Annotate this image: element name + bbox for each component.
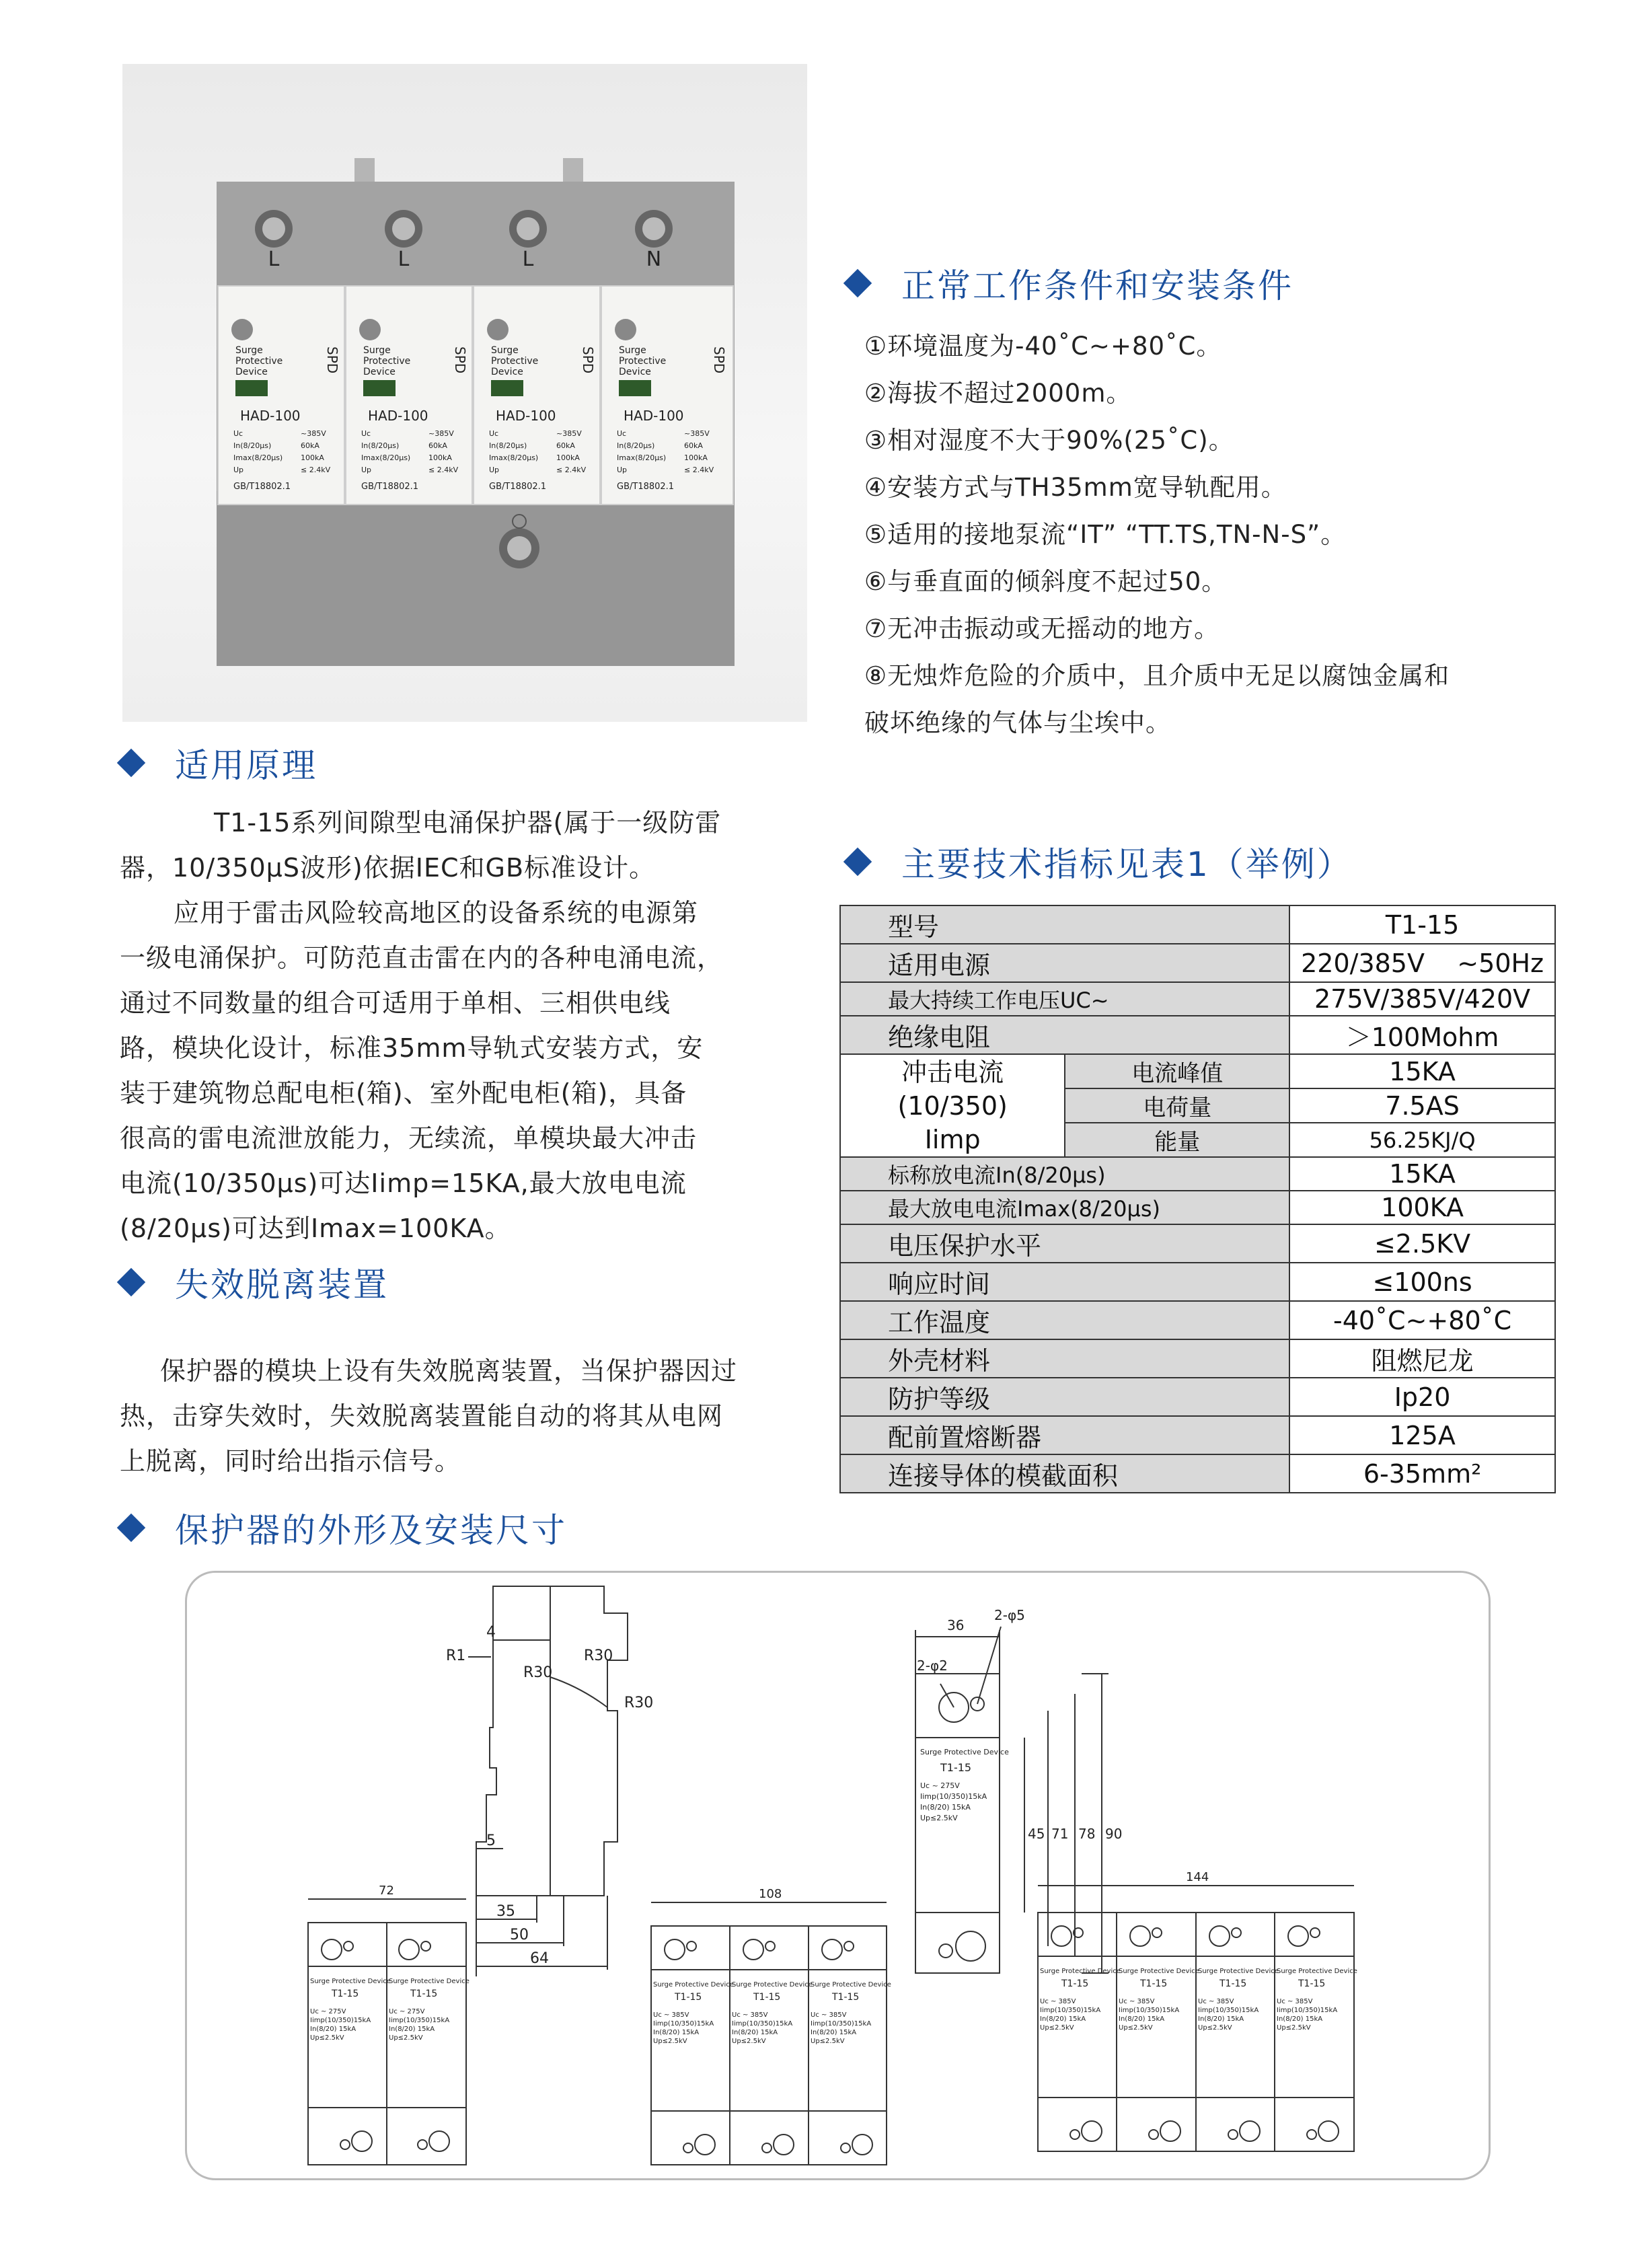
- device-model: T1-15: [332, 1989, 359, 1999]
- conditions-title: 正常工作条件和安装条件: [901, 266, 1293, 305]
- svg-text:In(8/20μs): In(8/20μs): [617, 441, 655, 450]
- svg-text:GB/T18802.1: GB/T18802.1: [233, 482, 291, 492]
- table-row: [840, 1416, 1555, 1454]
- device-spec-line: In(8/20) 15kA: [811, 2029, 857, 2036]
- spec-key: 外壳材料: [840, 1339, 1289, 1378]
- text-line: 路，模块化设计，标准35mm导轨式安装方式，安: [120, 1033, 704, 1063]
- table-row: [840, 905, 1555, 944]
- text-line: 电流(10/350μs)可达Iimp=15KA,最大放电电流: [120, 1168, 687, 1198]
- table-row: [840, 1263, 1555, 1301]
- spec-key: 型号: [840, 905, 1289, 944]
- svg-text:~385V: ~385V: [301, 429, 326, 438]
- spec-key: 电压保护水平: [840, 1224, 1289, 1263]
- spec-value: T1-15: [1289, 905, 1555, 944]
- product-photo: [122, 64, 807, 722]
- svg-text:60kA: 60kA: [428, 441, 447, 450]
- svg-text:Up: Up: [361, 466, 372, 474]
- table-row: [840, 1378, 1555, 1416]
- top-rail: [563, 158, 583, 185]
- spec-value: 15KA: [1289, 1054, 1555, 1088]
- spec-table: [839, 905, 1556, 1493]
- svg-text:SPD: SPD: [711, 346, 727, 374]
- svg-text:Device: Device: [491, 367, 523, 377]
- condition-item: ⑧无烛炸危险的介质中，且介质中无足以腐蚀金属和: [864, 661, 1450, 690]
- device-spec-line: In(8/20) 15kA: [1277, 2015, 1323, 2023]
- condition-item: ③相对湿度不大于90%(25˚C)。: [864, 426, 1234, 455]
- dim-label: 35: [496, 1903, 515, 1920]
- assembly-4p-labels: [1040, 1870, 1357, 2032]
- device-spec-line: Up≤2.5kV: [920, 1814, 958, 1822]
- device-label: Surge Protective Device: [310, 1978, 391, 1985]
- dim-label: 2-φ5: [994, 1607, 1025, 1623]
- side-view-drawing: [468, 1586, 628, 1976]
- device-model: T1-15: [1061, 1978, 1089, 1989]
- spec-value: 275V/385V/420V: [1289, 982, 1555, 1016]
- dimensions-title: 保护器的外形及安装尺寸: [175, 1511, 567, 1550]
- svg-text:≤ 2.4kV: ≤ 2.4kV: [301, 466, 331, 474]
- device-spec-line: Iimp(10/350)15kA: [653, 2020, 714, 2028]
- device-spec-line: In(8/20) 15kA: [1119, 2015, 1165, 2023]
- device-spec-line: Up≤2.5kV: [1198, 2024, 1232, 2032]
- dimension-drawings: [187, 1573, 1489, 2178]
- text-line: 一级电涌保护。可防范直击雷在内的各种电涌电流，: [120, 943, 724, 973]
- conditions-list: [864, 323, 1604, 747]
- device-spec-line: Up≤2.5kV: [653, 2038, 687, 2045]
- condition-item: ①环境温度为-40˚C~+80˚C。: [864, 332, 1222, 361]
- table-row: [840, 982, 1555, 1016]
- device-spec-line: In(8/20) 15kA: [310, 2026, 356, 2033]
- svg-text:Surge: Surge: [491, 345, 519, 356]
- dim-label: 5: [486, 1832, 496, 1849]
- table-row: [840, 1339, 1555, 1378]
- spec-key: 绝缘电阻: [840, 1016, 1289, 1054]
- device-spec-line: Iimp(10/350)15kA: [310, 2017, 371, 2024]
- spec-subkey: 电荷量: [1065, 1088, 1289, 1123]
- text-line: T1-15系列间隙型电涌保护器(属于一级防雷: [214, 808, 722, 838]
- device-spec-line: In(8/20) 15kA: [732, 2029, 778, 2036]
- dim-label: 36: [947, 1617, 965, 1633]
- ground-screw-head: [507, 536, 531, 560]
- spec-key: 防护等级: [840, 1378, 1289, 1416]
- device-spec-line: In(8/20) 15kA: [1040, 2015, 1086, 2023]
- table-row: [840, 1191, 1555, 1224]
- spec-value: Ip20: [1289, 1378, 1555, 1416]
- terminal-label: L: [522, 248, 534, 271]
- impulse-key-line: 冲击电流: [901, 1057, 1004, 1087]
- device-model: T1-15: [675, 1992, 702, 2003]
- device-spec-line: Uc ~ 385V: [1277, 1998, 1313, 2005]
- text-line: 保护器的模块上设有失效脱离装置，当保护器因过: [160, 1356, 738, 1386]
- failure-heading: [114, 1258, 389, 1306]
- spec-value: ＞100Mohm: [1289, 1016, 1555, 1054]
- spec-value: 15KA: [1289, 1157, 1555, 1191]
- svg-text:SPD: SPD: [324, 346, 340, 374]
- spec-value: ≤2.5KV: [1289, 1224, 1555, 1263]
- spec-key: 工作温度: [840, 1301, 1289, 1339]
- device-label: Surge Protective Device: [1277, 1968, 1357, 1975]
- table-row: [840, 1054, 1555, 1088]
- device-label: Surge Protective Device: [732, 1981, 813, 1989]
- conditions-heading: [841, 259, 1293, 307]
- device-spec-line: Up≤2.5kV: [389, 2034, 423, 2042]
- svg-text:Imax(8/20μs): Imax(8/20μs): [489, 453, 539, 462]
- text-line: 通过不同数量的组合可适用于单相、三相供电线: [120, 988, 671, 1018]
- diamond-bullet-icon: [117, 749, 145, 777]
- device-label: Surge Protective Device: [653, 1981, 734, 1989]
- svg-text:Up: Up: [617, 466, 628, 474]
- svg-text:Device: Device: [619, 367, 651, 377]
- device-spec-line: Uc ~ 385V: [1198, 1998, 1234, 2005]
- svg-text:In(8/20μs): In(8/20μs): [489, 441, 527, 450]
- spec-subkey: 能量: [1065, 1123, 1289, 1157]
- specs-title: 主要技术指标见表1（举例）: [901, 845, 1353, 884]
- diamond-bullet-icon: [843, 269, 872, 297]
- svg-text:Protective: Protective: [491, 356, 539, 367]
- device-label: Surge Protective Device: [1198, 1968, 1279, 1975]
- device-label: Surge Protective Device: [1040, 1968, 1121, 1975]
- device-spec-line: Uc ~ 385V: [1040, 1998, 1076, 2005]
- svg-text:Protective: Protective: [363, 356, 411, 367]
- table-row: [840, 1157, 1555, 1191]
- device-spec-line: In(8/20) 15kA: [1198, 2015, 1244, 2023]
- assembly-2p-labels: [310, 1884, 470, 2042]
- device-label: Surge Protective Device: [920, 1748, 1009, 1756]
- device-spec-line: In(8/20) 15kA: [389, 2026, 435, 2033]
- dimension-drawing-panel: [185, 1571, 1491, 2180]
- svg-text:60kA: 60kA: [684, 441, 703, 450]
- svg-text:Imax(8/20μs): Imax(8/20μs): [617, 453, 667, 462]
- impulse-key-line: (10/350): [897, 1090, 1008, 1121]
- text-line: 很高的雷电流泄放能力，无续流，单模块最大冲击: [120, 1123, 698, 1153]
- svg-text:100kA: 100kA: [428, 453, 452, 462]
- spd-module: [218, 286, 344, 505]
- table-row: [840, 1301, 1555, 1339]
- svg-text:~385V: ~385V: [556, 429, 582, 438]
- terminal-label: L: [398, 248, 410, 271]
- dim-label: R1: [446, 1647, 466, 1664]
- device-model: T1-15: [410, 1989, 438, 1999]
- device-spec-line: Iimp(10/350)15kA: [1277, 2007, 1338, 2014]
- svg-text:Imax(8/20μs): Imax(8/20μs): [361, 453, 411, 462]
- condition-item: 破坏绝缘的气体与尘埃中。: [864, 708, 1171, 737]
- text-line: 应用于雷击风险较高地区的设备系统的电源第: [174, 898, 699, 928]
- top-rail: [354, 158, 375, 185]
- diamond-bullet-icon: [843, 848, 872, 876]
- svg-text:SPD: SPD: [580, 346, 596, 374]
- terminal-label: N: [646, 248, 662, 271]
- svg-text:Device: Device: [235, 367, 268, 377]
- spd-device-illustration: [122, 64, 807, 722]
- principle-heading: [114, 739, 317, 787]
- dimensions-heading: [114, 1504, 567, 1552]
- device-spec-line: In(8/20) 15kA: [920, 1803, 971, 1812]
- dim-label: R30: [523, 1664, 553, 1681]
- svg-text:60kA: 60kA: [556, 441, 575, 450]
- svg-text:GB/T18802.1: GB/T18802.1: [361, 482, 419, 492]
- spec-subkey: 电流峰值: [1065, 1054, 1289, 1088]
- svg-text:≤ 2.4kV: ≤ 2.4kV: [428, 466, 459, 474]
- text-line: 器，10/350μS波形)依据IEC和GB标准设计。: [120, 853, 656, 883]
- svg-text:100kA: 100kA: [301, 453, 324, 462]
- svg-text:Up: Up: [233, 466, 244, 474]
- text-line: 上脱离，同时给出指示信号。: [120, 1446, 461, 1476]
- svg-text:≤ 2.4kV: ≤ 2.4kV: [556, 466, 587, 474]
- principle-title: 适用原理: [175, 746, 317, 785]
- dim-label: R30: [624, 1695, 654, 1711]
- device-spec-line: Iimp(10/350)15kA: [1040, 2007, 1101, 2014]
- terminal-label: L: [268, 248, 280, 271]
- dim-label: 90: [1105, 1826, 1123, 1842]
- device-bottom-block: [217, 491, 735, 666]
- text-line: 热，击穿失效时，失效脱离装置能自动的将其从电网: [120, 1401, 724, 1431]
- dim-label: 50: [510, 1927, 529, 1943]
- svg-text:≤ 2.4kV: ≤ 2.4kV: [684, 466, 714, 474]
- svg-text:SPD: SPD: [452, 346, 468, 374]
- text-line: (8/20μs)可达到Imax=100KA。: [120, 1214, 511, 1243]
- device-label: Surge Protective Device: [1119, 1968, 1199, 1975]
- device-spec-line: Up≤2.5kV: [1277, 2024, 1311, 2032]
- device-model: T1-15: [1298, 1978, 1326, 1989]
- svg-text:Imax(8/20μs): Imax(8/20μs): [233, 453, 283, 462]
- svg-text:Surge: Surge: [363, 345, 391, 356]
- dim-label: 71: [1051, 1826, 1069, 1842]
- svg-text:HAD-100: HAD-100: [624, 408, 684, 424]
- table-row: [840, 944, 1555, 982]
- spec-key: 响应时间: [840, 1263, 1289, 1301]
- svg-text:Up: Up: [489, 466, 500, 474]
- device-spec-line: Up≤2.5kV: [1119, 2024, 1153, 2032]
- device-model: T1-15: [940, 1761, 972, 1774]
- dim-label: 78: [1078, 1826, 1096, 1842]
- svg-text:In(8/20μs): In(8/20μs): [361, 441, 400, 450]
- spec-value: 220/385V ~50Hz: [1289, 944, 1555, 982]
- spec-value: 56.25KJ/Q: [1289, 1123, 1555, 1157]
- device-spec-line: Uc ~ 385V: [811, 2011, 847, 2019]
- svg-text:Device: Device: [363, 367, 396, 377]
- condition-item: ⑥与垂直面的倾斜度不起过50。: [864, 567, 1228, 596]
- svg-text:~385V: ~385V: [428, 429, 454, 438]
- device-model: T1-15: [1140, 1978, 1168, 1989]
- device-model: T1-15: [1219, 1978, 1247, 1989]
- svg-text:Surge: Surge: [619, 345, 646, 356]
- dim-label: 64: [530, 1950, 549, 1967]
- table-row: [840, 1224, 1555, 1263]
- svg-text:HAD-100: HAD-100: [240, 408, 301, 424]
- spec-key: 最大持续工作电压UC~: [840, 982, 1289, 1016]
- spd-modules: [218, 286, 733, 505]
- diamond-bullet-icon: [117, 1268, 145, 1296]
- dim-label: 108: [759, 1887, 782, 1901]
- text-line: 装于建筑物总配电柜(箱)、室外配电柜(箱)，具备: [120, 1078, 687, 1108]
- spd-module: [346, 286, 472, 505]
- condition-item: ②海拔不超过2000m。: [864, 379, 1132, 408]
- svg-text:~385V: ~385V: [684, 429, 710, 438]
- spd-module: [601, 286, 733, 505]
- device-spec-line: Iimp(10/350)15kA: [920, 1792, 987, 1801]
- failure-title: 失效脱离装置: [175, 1265, 389, 1304]
- device-spec-line: In(8/20) 15kA: [653, 2029, 700, 2036]
- condition-item: ⑦无冲击振动或无摇动的地方。: [864, 614, 1220, 643]
- device-spec-line: Uc ~ 275V: [389, 2008, 425, 2015]
- dim-label: R30: [584, 1647, 613, 1664]
- spec-value: 7.5AS: [1289, 1088, 1555, 1123]
- svg-text:Uc: Uc: [233, 429, 243, 438]
- dim-label: 4: [486, 1624, 496, 1641]
- device-spec-line: Up≤2.5kV: [1040, 2024, 1074, 2032]
- dim-label: 2-φ2: [917, 1658, 948, 1674]
- device-model: T1-15: [832, 1992, 860, 2003]
- specs-heading: [841, 838, 1353, 886]
- svg-text:Surge: Surge: [235, 345, 263, 356]
- svg-text:HAD-100: HAD-100: [496, 408, 556, 424]
- svg-text:100kA: 100kA: [556, 453, 580, 462]
- device-label: Surge Protective Device: [811, 1981, 891, 1989]
- spec-key: 连接导体的模截面积: [840, 1454, 1289, 1493]
- spec-value: 125A: [1289, 1416, 1555, 1454]
- dim-label: 144: [1186, 1870, 1209, 1884]
- spd-module: [474, 286, 600, 505]
- spec-key: 标称放电流In(8/20μs): [840, 1157, 1289, 1191]
- spec-key: 配前置熔断器: [840, 1416, 1289, 1454]
- svg-text:Protective: Protective: [619, 356, 667, 367]
- svg-text:100kA: 100kA: [684, 453, 708, 462]
- spec-value: -40˚C~+80˚C: [1289, 1301, 1555, 1339]
- svg-text:Uc: Uc: [617, 429, 627, 438]
- device-spec-line: Uc ~ 275V: [920, 1781, 960, 1790]
- assembly-3p-labels: [653, 1887, 891, 2045]
- device-spec-line: Iimp(10/350)15kA: [811, 2020, 872, 2028]
- dim-label: 45: [1028, 1826, 1045, 1842]
- condition-item: ⑤适用的接地泵流“IT” “TT.TS,TN-N-S”。: [864, 520, 1347, 549]
- svg-text:HAD-100: HAD-100: [368, 408, 428, 424]
- svg-text:Uc: Uc: [361, 429, 371, 438]
- device-spec-line: Up≤2.5kV: [732, 2038, 766, 2045]
- svg-text:In(8/20μs): In(8/20μs): [233, 441, 272, 450]
- device-spec-line: Up≤2.5kV: [811, 2038, 845, 2045]
- device-spec-line: Uc ~ 385V: [732, 2011, 768, 2019]
- svg-text:Uc: Uc: [489, 429, 499, 438]
- device-model: T1-15: [753, 1992, 781, 2003]
- table-row: [840, 1016, 1555, 1054]
- device-spec-line: Iimp(10/350)15kA: [732, 2020, 793, 2028]
- spec-value: 阻燃尼龙: [1289, 1339, 1555, 1378]
- device-spec-line: Uc ~ 385V: [653, 2011, 689, 2019]
- device-spec-line: Iimp(10/350)15kA: [1198, 2007, 1259, 2014]
- principle-text: [120, 801, 799, 1251]
- condition-item: ④安装方式与TH35mm宽导轨配用。: [864, 473, 1287, 502]
- device-label: Surge Protective Device: [389, 1978, 470, 1985]
- svg-text:GB/T18802.1: GB/T18802.1: [617, 482, 675, 492]
- device-spec-line: Uc ~ 275V: [310, 2008, 346, 2015]
- impulse-key: [840, 1054, 1065, 1157]
- svg-text:Protective: Protective: [235, 356, 283, 367]
- device-spec-line: Iimp(10/350)15kA: [1119, 2007, 1180, 2014]
- spec-key: 最大放电电流Imax(8/20μs): [840, 1191, 1289, 1224]
- spec-key: 适用电源: [840, 944, 1289, 982]
- dim-label: 72: [379, 1884, 394, 1898]
- svg-text:GB/T18802.1: GB/T18802.1: [489, 482, 547, 492]
- failure-text: [120, 1349, 799, 1484]
- spec-value: ≤100ns: [1289, 1263, 1555, 1301]
- svg-text:60kA: 60kA: [301, 441, 320, 450]
- diamond-bullet-icon: [117, 1514, 145, 1542]
- device-spec-line: Iimp(10/350)15kA: [389, 2017, 450, 2024]
- spec-value: 6-35mm²: [1289, 1454, 1555, 1493]
- spec-value: 100KA: [1289, 1191, 1555, 1224]
- device-spec-line: Up≤2.5kV: [310, 2034, 344, 2042]
- table-row: [840, 1454, 1555, 1493]
- front-view-labels: [917, 1607, 1122, 1842]
- impulse-key-line: Iimp: [924, 1124, 981, 1154]
- device-spec-line: Uc ~ 385V: [1119, 1998, 1155, 2005]
